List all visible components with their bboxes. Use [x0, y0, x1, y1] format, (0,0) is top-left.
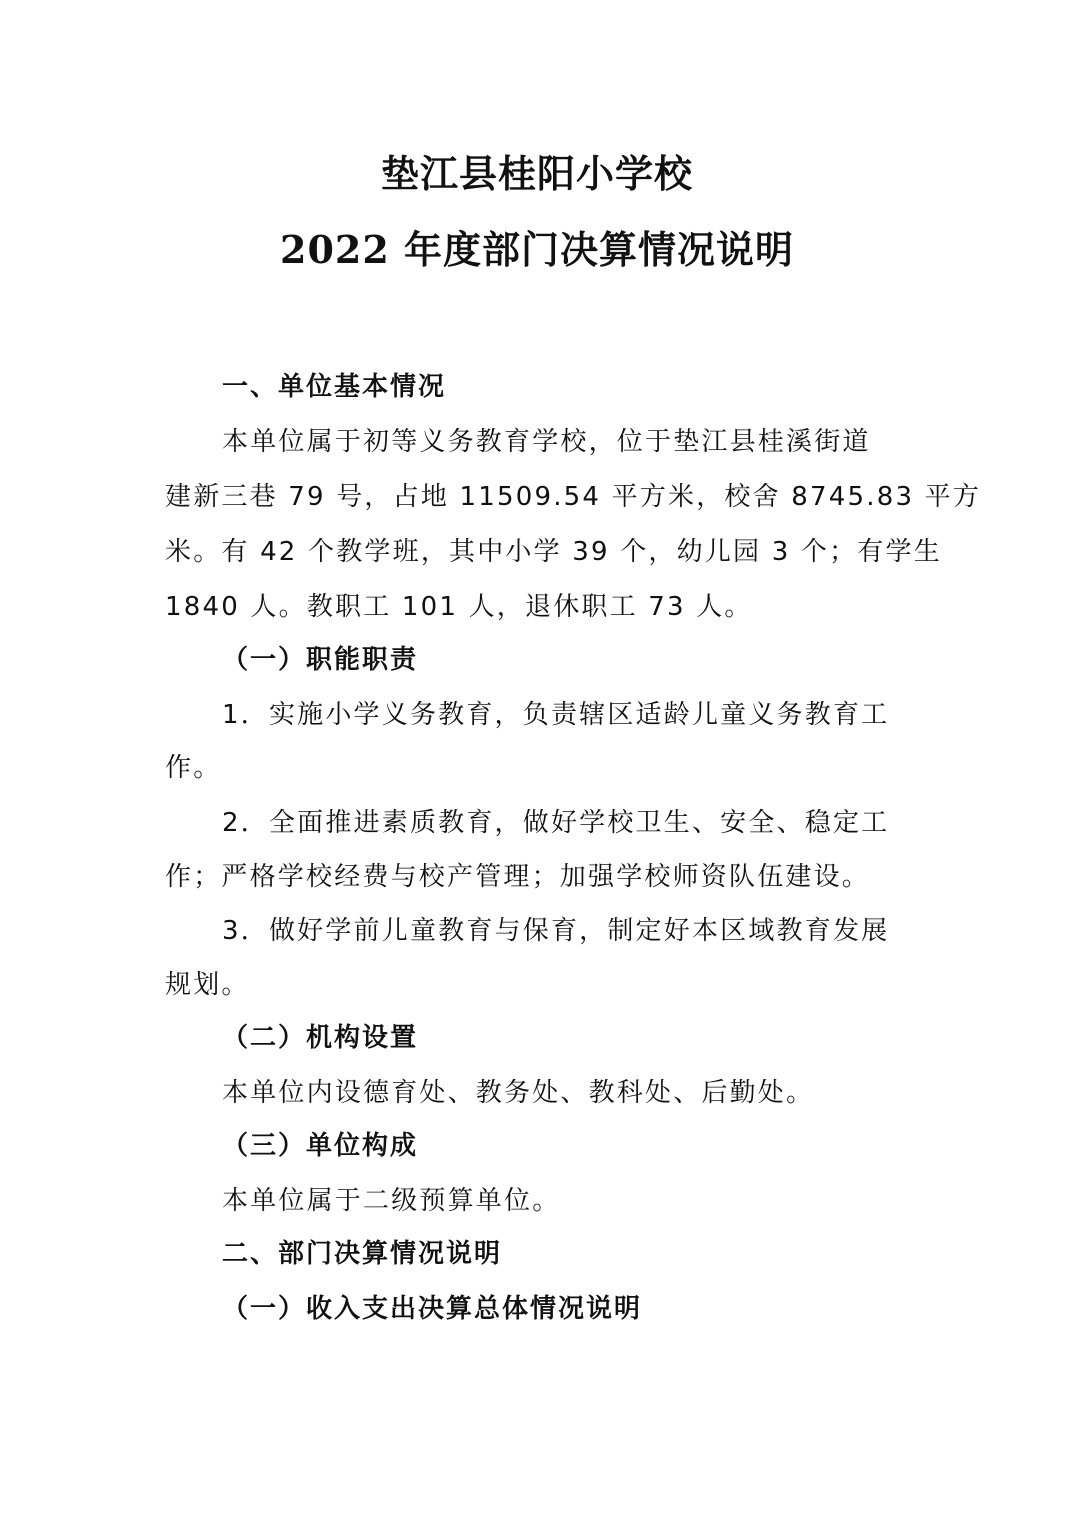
section2-heading: 二、部门决算情况说明 — [222, 1239, 503, 1269]
composition-text: 本单位属于二级预算单位。 — [222, 1186, 561, 1216]
document-title-line2: 2022 年度部门决算情况说明 — [280, 227, 794, 272]
sub1-heading-functions: （一）职能职责 — [222, 645, 419, 675]
intro-line-1: 本单位属于初等义务教育学校，位于垫江县桂溪街道 — [222, 427, 871, 457]
intro-line-2: 建新三巷 79 号，占地 11509.54 平方米，校舍 8745.83 平方 — [165, 482, 982, 512]
function-item-3-line1: 3．做好学前儿童教育与保育，制定好本区域教育发展 — [222, 916, 890, 946]
function-item-2-line2: 作；严格学校经费与校产管理；加强学校师资队伍建设。 — [165, 862, 871, 892]
sub3-heading-composition: （三）单位构成 — [222, 1131, 419, 1161]
sub2-heading-structure: （二）机构设置 — [222, 1023, 419, 1053]
intro-line-4: 1840 人。教职工 101 人，退休职工 73 人。 — [165, 592, 753, 622]
function-item-2-line1: 2．全面推进素质教育，做好学校卫生、安全、稳定工 — [222, 808, 890, 838]
function-item-3-line2: 规划。 — [165, 970, 250, 1000]
structure-text: 本单位内设德育处、教务处、教科处、后勤处。 — [222, 1078, 815, 1108]
document-title-line1: 垫江县桂阳小学校 — [380, 151, 693, 196]
function-item-1-line2: 作。 — [165, 753, 222, 783]
section2-sub1-heading: （一）收入支出决算总体情况说明 — [222, 1294, 643, 1324]
intro-line-3: 米。有 42 个教学班，其中小学 39 个，幼儿园 3 个；有学生 — [165, 537, 942, 567]
function-item-1-line1: 1．实施小学义务教育，负责辖区适龄儿童义务教育工 — [222, 700, 890, 730]
section1-heading: 一、单位基本情况 — [222, 372, 447, 402]
